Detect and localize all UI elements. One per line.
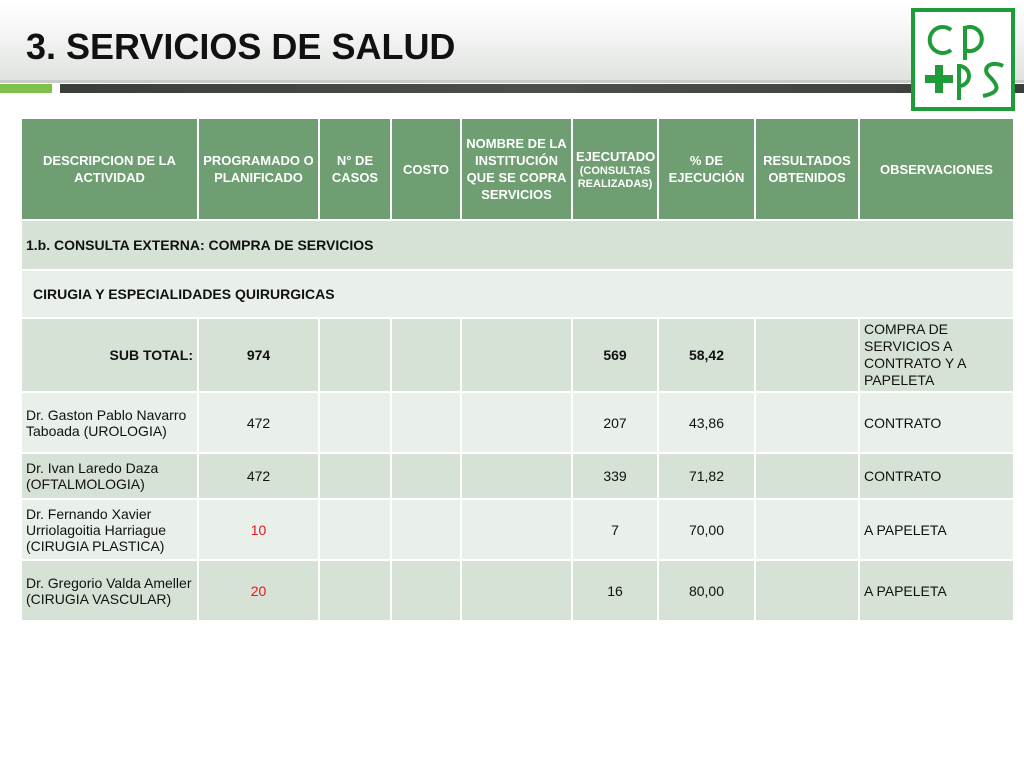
header-divider bbox=[0, 80, 1024, 83]
cps-logo-icon bbox=[911, 8, 1015, 111]
header-casos: N° DE CASOS bbox=[319, 118, 391, 220]
row-porcentaje: 43,86 bbox=[658, 392, 755, 453]
table-row bbox=[21, 392, 1014, 453]
row-porcentaje: 70,00 bbox=[658, 499, 755, 560]
row-casos bbox=[319, 560, 391, 621]
row-costo bbox=[391, 499, 461, 560]
row-observaciones: A PAPELETA bbox=[859, 499, 1014, 560]
header-row bbox=[21, 118, 1014, 220]
row-ejecutado: 7 bbox=[572, 499, 658, 560]
subtotal-label: SUB TOTAL: bbox=[21, 318, 198, 392]
header-descripcion: DESCRIPCION DE LA ACTIVIDAD bbox=[21, 118, 198, 220]
subtotal-ejecutado: 569 bbox=[572, 318, 658, 392]
row-porcentaje: 71,82 bbox=[658, 453, 755, 499]
header-resultados: RESULTADOS OBTENIDOS bbox=[755, 118, 859, 220]
subsection-title: CIRUGIA Y ESPECIALIDADES QUIRURGICAS bbox=[21, 270, 1014, 318]
subtotal-porcentaje: 58,42 bbox=[658, 318, 755, 392]
row-institucion bbox=[461, 392, 572, 453]
table-row bbox=[21, 499, 1014, 560]
row-observaciones: CONTRATO bbox=[859, 392, 1014, 453]
row-ejecutado: 339 bbox=[572, 453, 658, 499]
header-institucion: NOMBRE DE LA INSTITUCIÓN QUE SE COPRA SERVICIOS bbox=[461, 118, 572, 220]
accent-stripe-green bbox=[0, 84, 52, 93]
row-observaciones: A PAPELETA bbox=[859, 560, 1014, 621]
page-title: 3. SERVICIOS DE SALUD bbox=[26, 26, 456, 67]
row-programado: 472 bbox=[198, 392, 319, 453]
row-ejecutado: 207 bbox=[572, 392, 658, 453]
row-resultados bbox=[755, 453, 859, 499]
row-porcentaje: 80,00 bbox=[658, 560, 755, 621]
accent-stripe-dark bbox=[60, 84, 1024, 93]
row-programado: 472 bbox=[198, 453, 319, 499]
row-institucion bbox=[461, 499, 572, 560]
header-porcentaje: % DE EJECUCIÓN bbox=[658, 118, 755, 220]
section-row bbox=[21, 220, 1014, 270]
header-programado: PROGRAMADO O PLANIFICADO bbox=[198, 118, 319, 220]
subtotal-institucion bbox=[461, 318, 572, 392]
services-table bbox=[20, 117, 1015, 622]
subtotal-observaciones: COMPRA DE SERVICIOS A CONTRATO Y A PAPELETA bbox=[859, 318, 1014, 392]
subtotal-resultados bbox=[755, 318, 859, 392]
row-descripcion: Dr. Gaston Pablo Navarro Taboada (UROLOGIA) bbox=[21, 392, 198, 453]
row-programado: 10 bbox=[198, 499, 319, 560]
subsection-row bbox=[21, 270, 1014, 318]
header-ejecutado-sub: (CONSULTAS REALIZADAS) bbox=[577, 164, 653, 190]
header-ejecutado-label: EJECUTADO bbox=[576, 148, 656, 164]
row-programado: 20 bbox=[198, 560, 319, 621]
row-casos bbox=[319, 499, 391, 560]
row-resultados bbox=[755, 392, 859, 453]
subtotal-row bbox=[21, 318, 1014, 392]
row-resultados bbox=[755, 499, 859, 560]
row-costo bbox=[391, 392, 461, 453]
subtotal-programado: 974 bbox=[198, 318, 319, 392]
table-row bbox=[21, 560, 1014, 621]
table-row bbox=[21, 453, 1014, 499]
row-costo bbox=[391, 453, 461, 499]
row-casos bbox=[319, 392, 391, 453]
header-ejecutado bbox=[572, 118, 658, 220]
row-descripcion: Dr. Gregorio Valda Ameller (CIRUGIA VASCULAR) bbox=[21, 560, 198, 621]
section-title: 1.b. CONSULTA EXTERNA: COMPRA DE SERVICIOS bbox=[21, 220, 1014, 270]
row-costo bbox=[391, 560, 461, 621]
row-descripcion: Dr. Fernando Xavier Urriolagoitia Harriague (CIRUGIA PLASTICA) bbox=[21, 499, 198, 560]
row-descripcion: Dr. Ivan Laredo Daza (OFTALMOLOGIA) bbox=[21, 453, 198, 499]
header-costo: COSTO bbox=[391, 118, 461, 220]
header-observaciones: OBSERVACIONES bbox=[859, 118, 1014, 220]
row-ejecutado: 16 bbox=[572, 560, 658, 621]
row-resultados bbox=[755, 560, 859, 621]
row-institucion bbox=[461, 560, 572, 621]
row-observaciones: CONTRATO bbox=[859, 453, 1014, 499]
subtotal-casos bbox=[319, 318, 391, 392]
subtotal-costo bbox=[391, 318, 461, 392]
row-institucion bbox=[461, 453, 572, 499]
row-casos bbox=[319, 453, 391, 499]
